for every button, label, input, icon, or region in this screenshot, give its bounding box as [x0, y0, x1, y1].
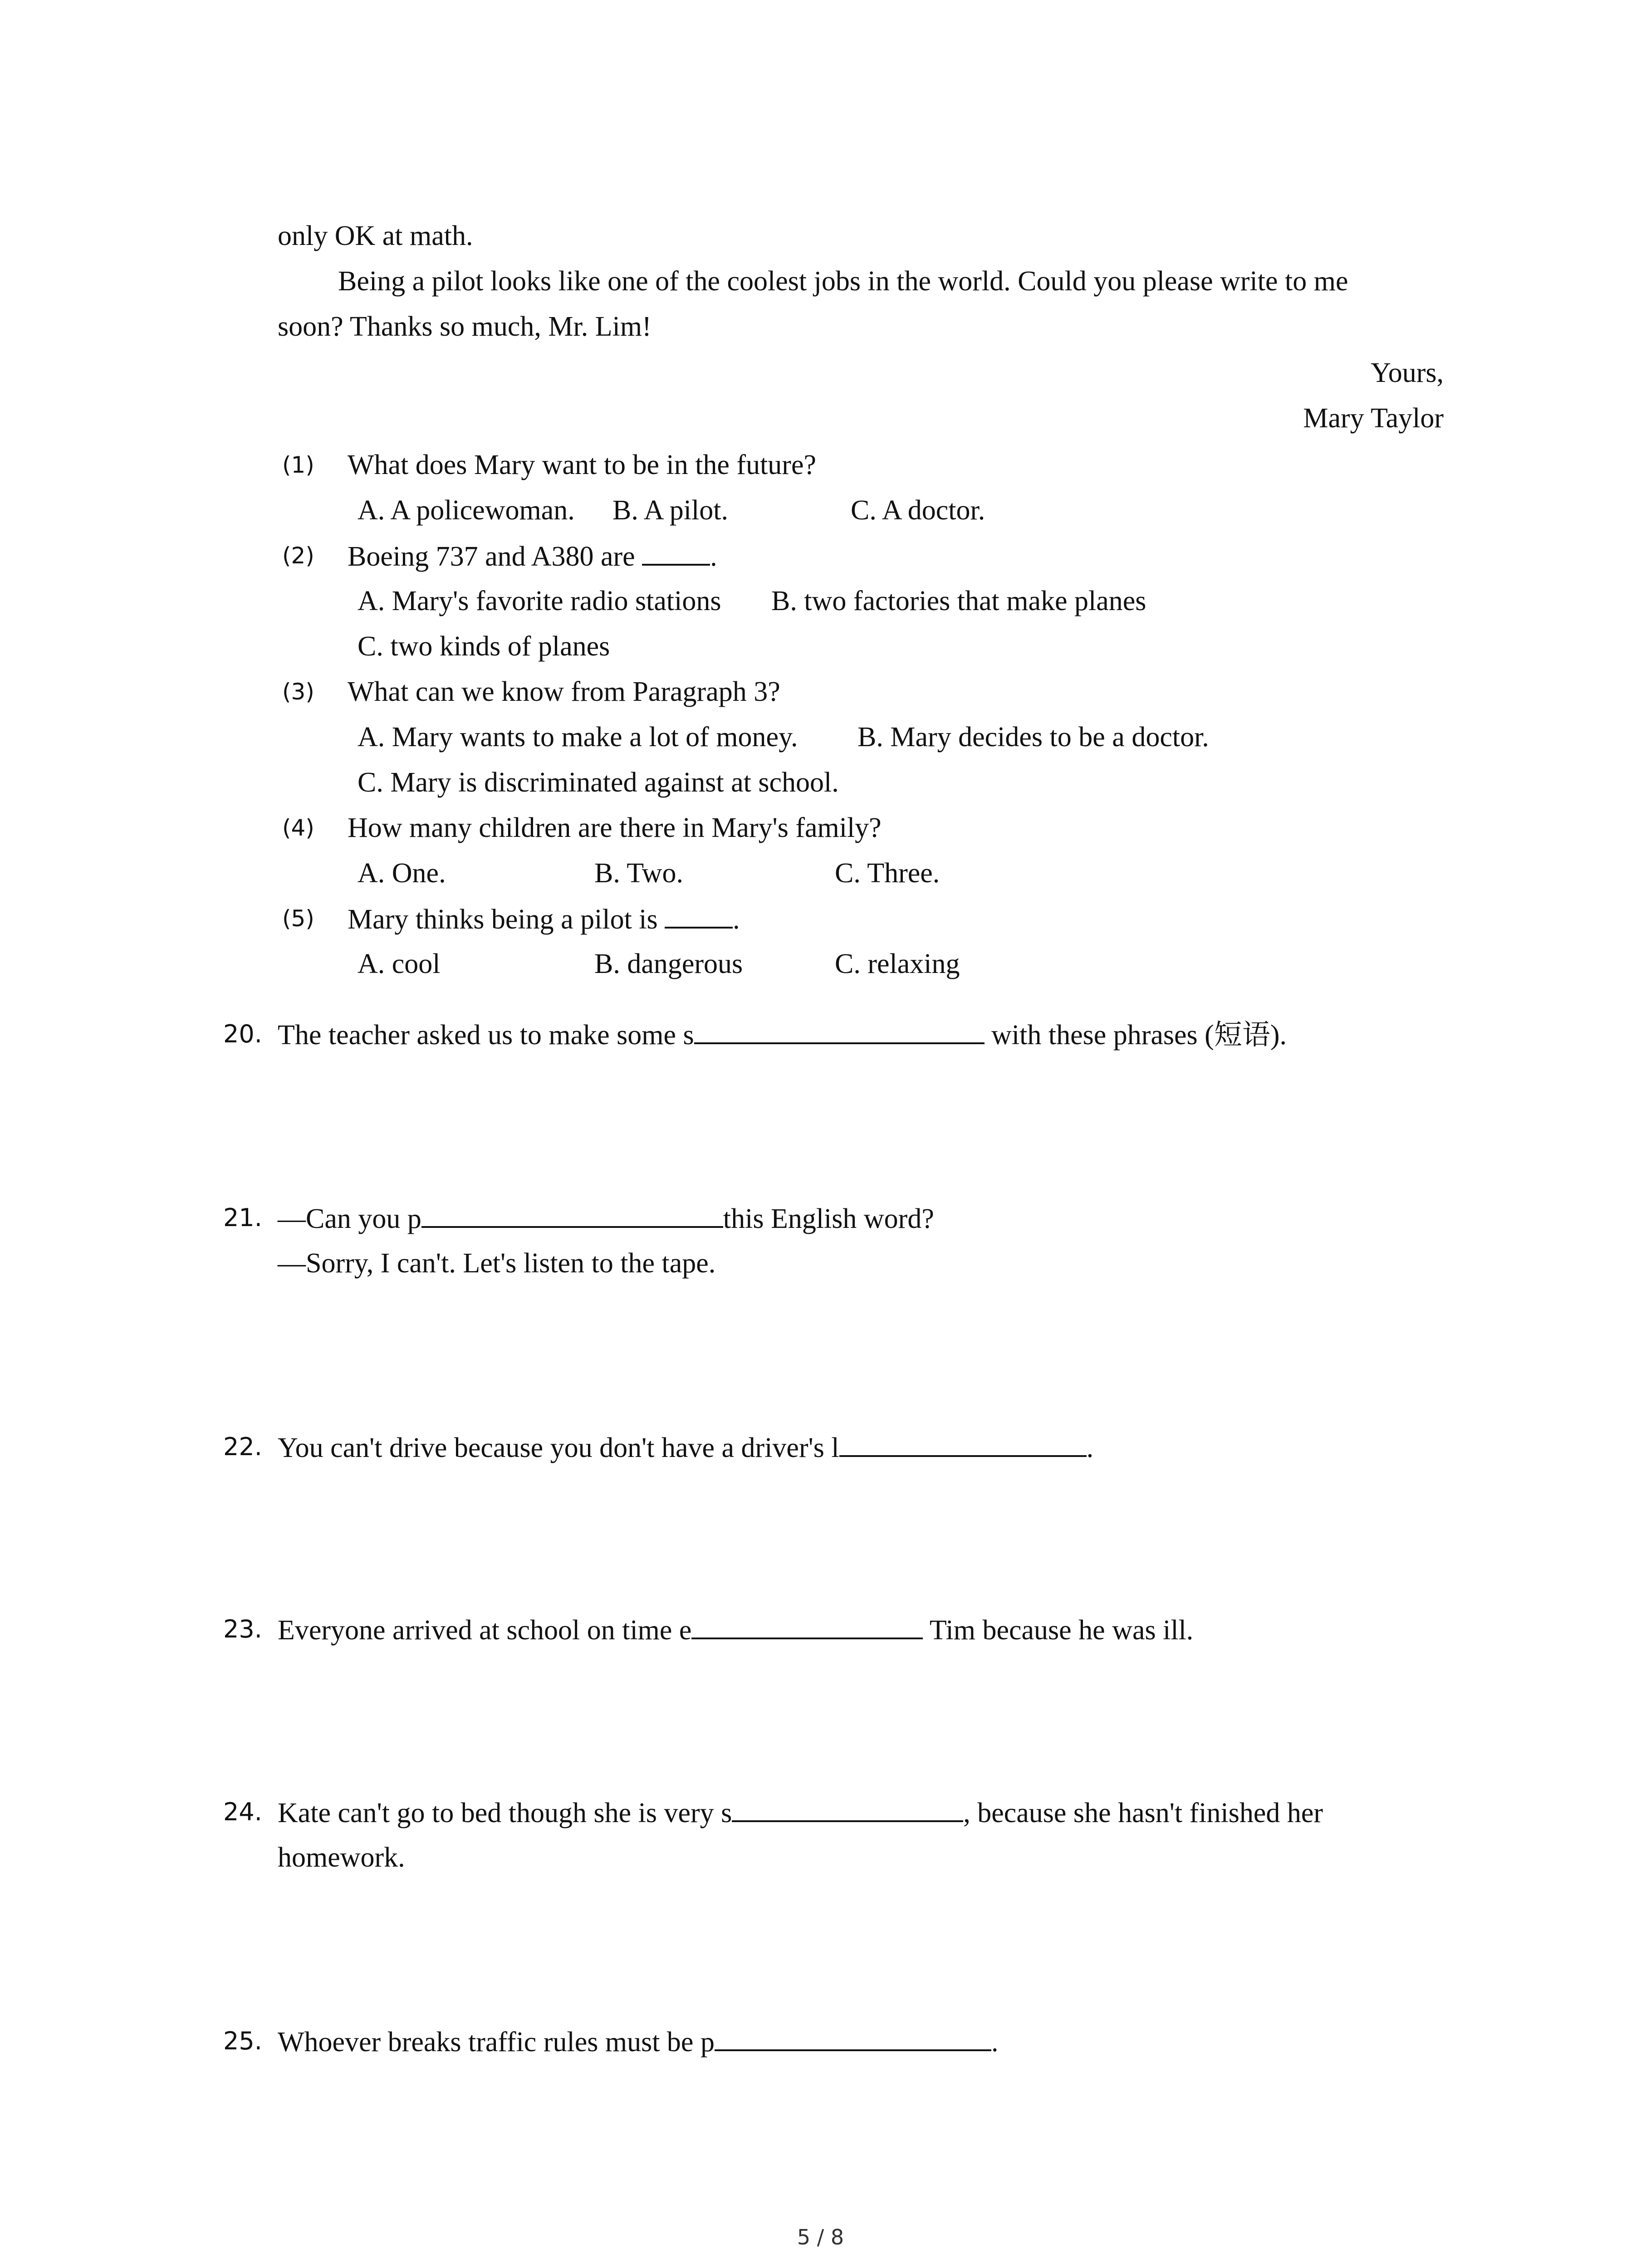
fill-item-24 — [278, 1794, 1323, 1831]
answer-blank — [665, 900, 733, 929]
option-c: C. A doctor. — [851, 495, 985, 526]
fill-line-2: —Sorry, I can't. Let's listen to the tape. — [278, 1248, 716, 1279]
option-c: C. relaxing — [835, 948, 960, 979]
item-number: 25. — [223, 2027, 262, 2055]
answer-blank[interactable] — [839, 1429, 1087, 1457]
option-c: C. Three. — [835, 858, 940, 889]
option-c: C. two kinds of planes — [358, 631, 610, 662]
option-a: A. A policewoman. — [358, 495, 575, 526]
fill-text-before: Everyone arrived at school on time e — [278, 1615, 692, 1646]
fill-text-after: . — [991, 2027, 999, 2058]
question-number: (3) — [282, 679, 314, 705]
item-number: 20. — [223, 1020, 262, 1048]
item-number: 21. — [223, 1203, 262, 1232]
letter-closing: Yours, — [1371, 357, 1444, 388]
answer-blank[interactable] — [732, 1794, 963, 1822]
letter-line-3: soon? Thanks so much, Mr. Lim! — [278, 311, 652, 342]
fill-text-before: Whoever breaks traffic rules must be p — [278, 2027, 715, 2058]
question-number: (5) — [282, 905, 314, 932]
fill-text-after: this English word? — [723, 1203, 934, 1234]
question-stem: How many children are there in Mary's family? — [348, 812, 882, 843]
fill-text-before: Kate can't go to bed though she is very s — [278, 1798, 732, 1828]
option-b: B. two factories that make planes — [771, 586, 1146, 616]
page-number: 5 / 8 — [797, 2225, 844, 2249]
question-number: (4) — [282, 815, 314, 841]
answer-blank[interactable] — [715, 2023, 991, 2051]
stem-text: Boeing 737 and A380 are — [348, 541, 635, 572]
question-number: (2) — [282, 543, 314, 569]
question-stem: What can we know from Paragraph 3? — [348, 676, 780, 707]
fill-text-after: . — [1086, 1432, 1094, 1463]
question-stem — [348, 900, 740, 938]
fill-text-after: Tim because he was ill. — [923, 1615, 1194, 1646]
question-stem: What does Mary want to be in the future? — [348, 450, 816, 480]
question-stem — [348, 538, 717, 575]
stem-end: . — [710, 541, 717, 572]
answer-blank[interactable] — [421, 1200, 723, 1228]
option-b: B. Mary decides to be a doctor. — [857, 722, 1209, 753]
option-c: C. Mary is discriminated against at school. — [358, 767, 839, 798]
fill-text-before: You can't drive because you don't have a driver's l — [278, 1432, 839, 1463]
option-a: A. cool — [358, 948, 441, 979]
fill-item-21 — [278, 1200, 934, 1237]
option-b: B. Two. — [594, 858, 684, 889]
option-a: A. One. — [358, 858, 446, 889]
answer-blank[interactable] — [694, 1016, 985, 1044]
letter-signature: Mary Taylor — [1303, 403, 1444, 434]
letter-line-2: Being a pilot looks like one of the coolest jobs in the world. Could you please write to me — [338, 266, 1348, 297]
fill-item-20 — [278, 1016, 1287, 1053]
fill-item-22 — [278, 1429, 1093, 1466]
fill-text-after: , because she hasn't finished her — [963, 1798, 1323, 1828]
letter-line-1: only OK at math. — [278, 220, 473, 251]
fill-text-before: —Can you p — [278, 1203, 421, 1234]
answer-blank — [642, 538, 710, 566]
fill-item-25 — [278, 2023, 998, 2060]
item-number: 23. — [223, 1615, 262, 1643]
option-b: B. A pilot. — [612, 495, 728, 526]
question-number: (1) — [282, 452, 314, 478]
item-number: 24. — [223, 1798, 262, 1826]
option-a: A. Mary wants to make a lot of money. — [358, 722, 798, 753]
fill-text-before: The teacher asked us to make some s — [278, 1020, 694, 1051]
fill-item-23 — [278, 1611, 1193, 1648]
item-number: 22. — [223, 1432, 262, 1461]
answer-blank[interactable] — [691, 1611, 923, 1639]
stem-text: Mary thinks being a pilot is — [348, 904, 658, 935]
option-a: A. Mary's favorite radio stations — [358, 586, 721, 616]
option-b: B. dangerous — [594, 948, 743, 979]
fill-line-2: homework. — [278, 1842, 405, 1873]
fill-text-after: with these phrases (短语). — [984, 1020, 1287, 1051]
stem-end: . — [733, 904, 740, 935]
